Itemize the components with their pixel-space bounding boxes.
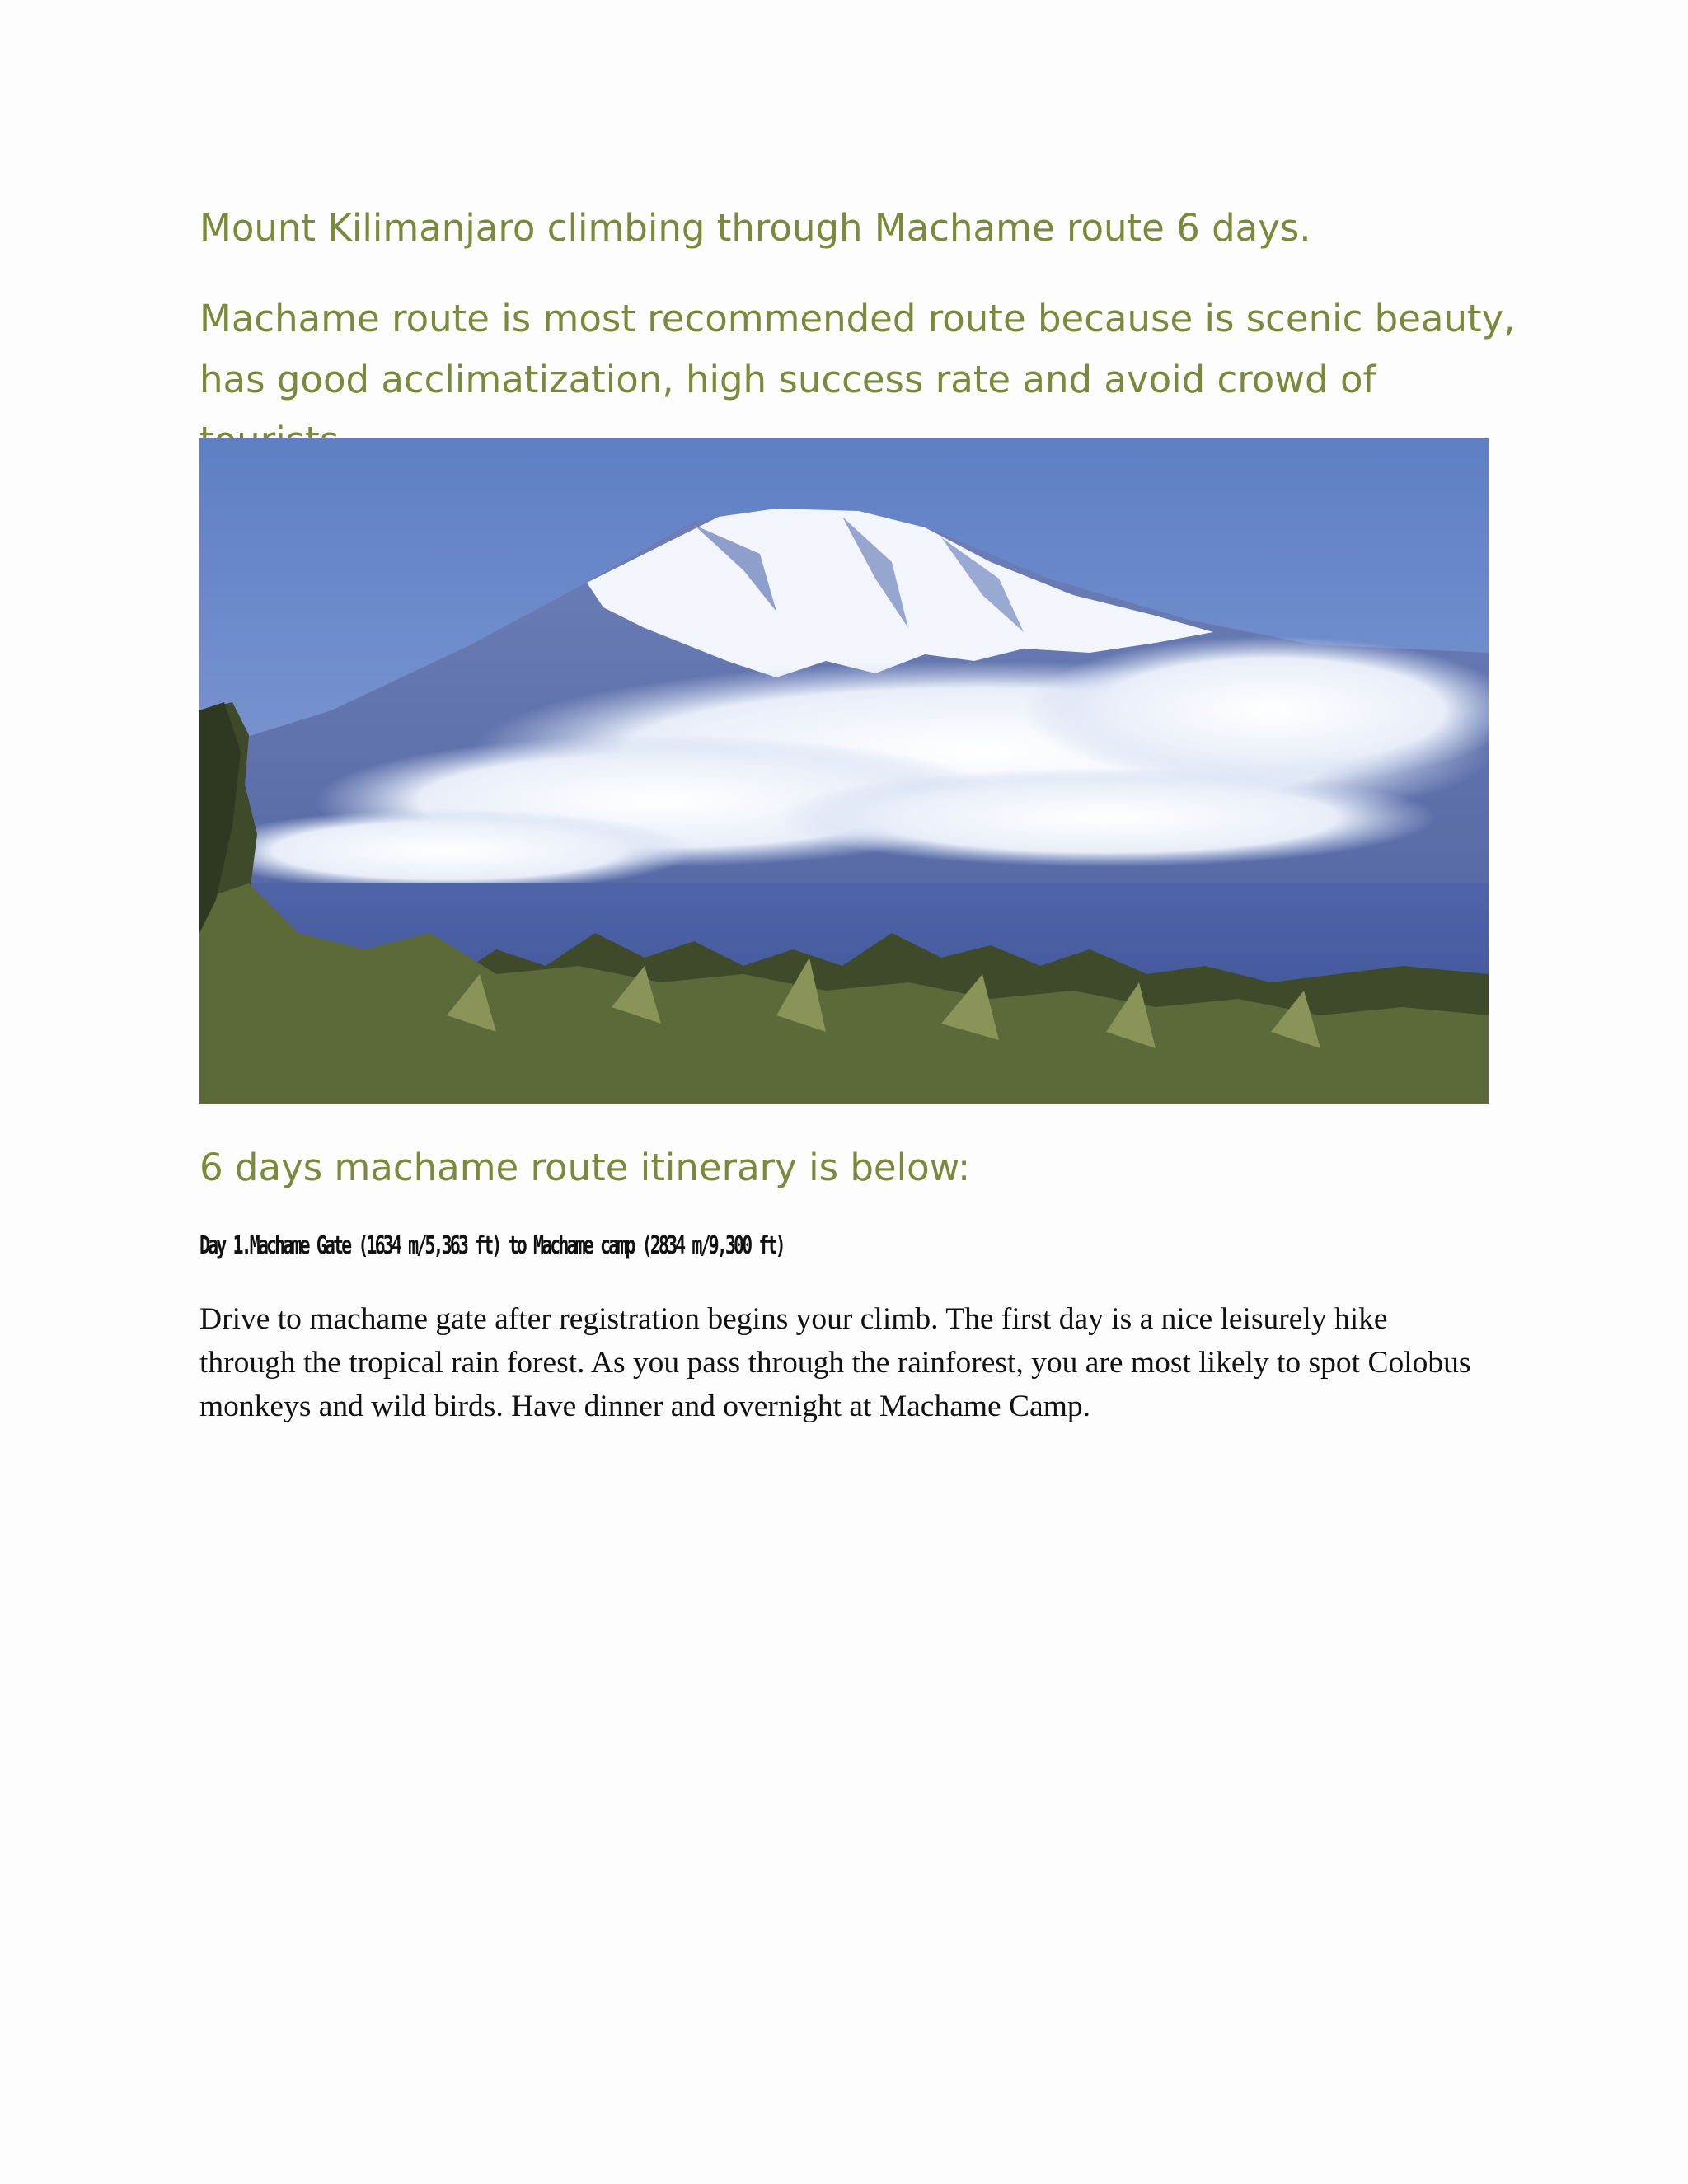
day-1-title: Day 1.Machame Gate (1634 m/5,363 ft) to Machame camp (2834 m/9,300 ft) <box>199 1231 784 1260</box>
kilimanjaro-photo <box>199 438 1489 1104</box>
day-1-description: Drive to machame gate after registration begins your climb. The first day is a nice leisurely hike through the tropical rain forest. As you pass through the rainforest, you are most likely to spot Colobus monkeys and wild birds. Have dinner and overnight at Machame Camp. <box>199 1302 1471 1423</box>
itinerary-heading: 6 days machame route itinerary is below: <box>199 1146 971 1189</box>
document-title: Mount Kilimanjaro climbing through Machame route 6 days. <box>199 206 1311 250</box>
intro-paragraph: Machame route is most recommended route because is scenic beauty, has good acclimatization, high success rate and avoid crowd of <box>199 297 1516 401</box>
